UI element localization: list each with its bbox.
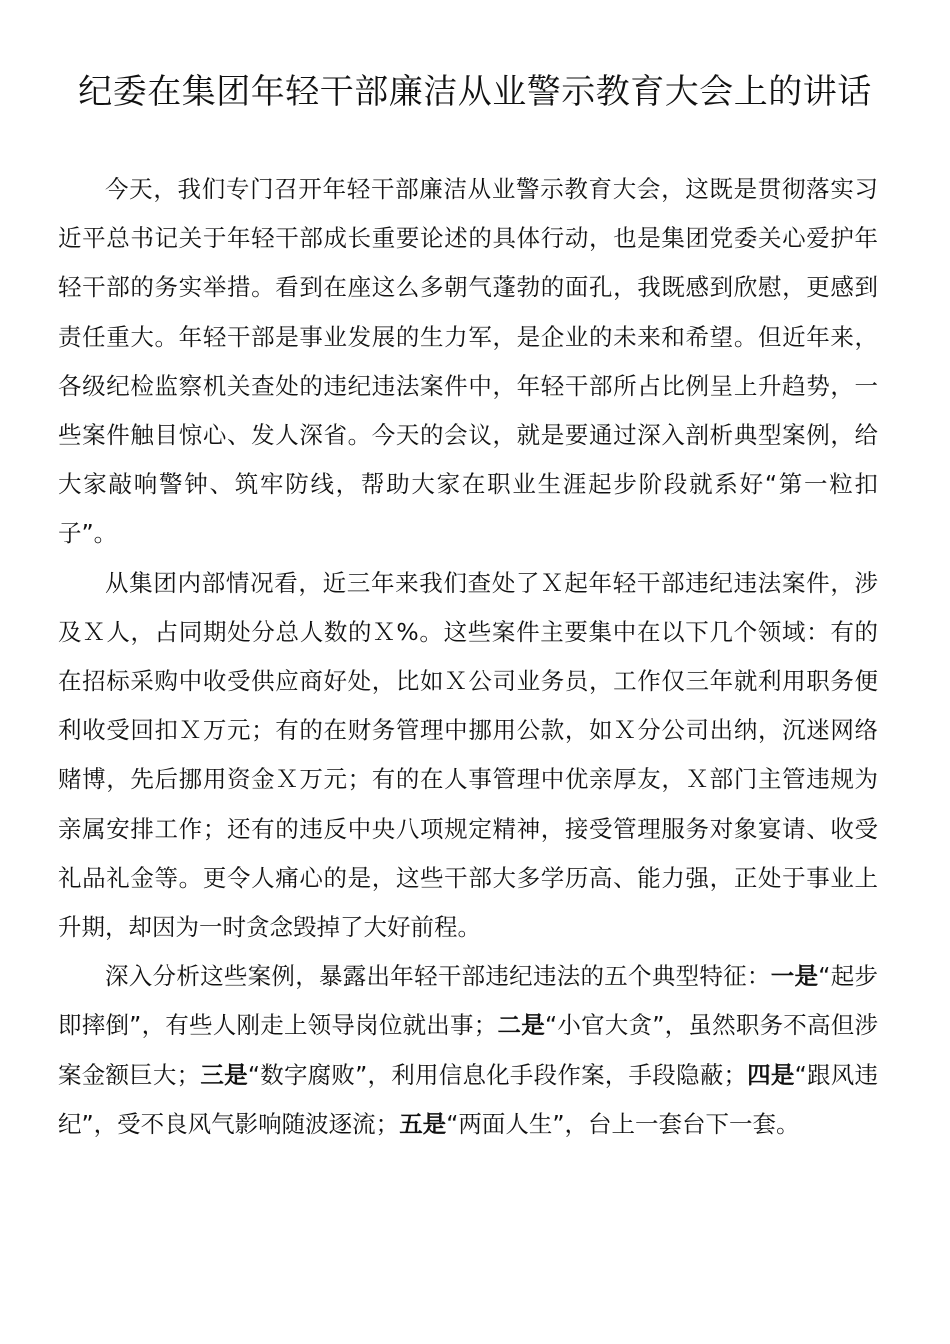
- feature-3-label: 三是: [200, 1060, 248, 1089]
- feature-4-text: “跟风违纪”，受不良风气影响随波逐流；: [58, 1060, 878, 1138]
- feature-1-label: 一是: [770, 962, 819, 991]
- document-title: 纪委在集团年轻干部廉洁从业警示教育大会上的讲话: [78, 72, 872, 112]
- features-intro: 深入分析这些案例，暴露出年轻干部违纪违法的五个典型特征：: [105, 962, 771, 991]
- paragraph-opening: 今天，我们专门召开年轻干部廉洁从业警示教育大会，这既是贯彻落实习近平总书记关于年轻干部成长重要论述的具体行动，也是集团党委关心爱护年轻干部的务实举措。看到在座这么多朝气蓬勃的面孔，我既感到欣慰，更感到责任重大。年轻干部是事业发展的生力军，是企业的未来和希望。但近年来，各级纪检监察机关查处的违纪违法案件中，年轻干部所占比例呈上升趋势，一些案件触目惊心、发人深省。今天的会议，就是要通过深入剖析典型案例，给大家敲响警钟、筑牢防线，帮助大家在职业生涯起步阶段就系好“第一粒扣子”。: [58, 175, 878, 548]
- feature-5-label: 五是: [399, 1109, 447, 1138]
- document-body: [58, 165, 878, 1149]
- feature-5-text: “两面人生”，台上一套台下一套。: [446, 1109, 800, 1138]
- feature-2-text: “小官大贪”，虽然职务不高但涉案金额巨大；: [58, 1011, 878, 1089]
- paragraph-features: [58, 952, 878, 1149]
- paragraph-cases: 从集团内部情况看，近三年来我们查处了Ｘ起年轻干部违纪违法案件，涉及Ｘ人，占同期处分总人数的Ｘ%。这些案件主要集中在以下几个领域：有的在招标采购中收受供应商好处，比如Ｘ公司业务员，工作仅三年就利用职务便利收受回扣Ｘ万元；有的在财务管理中挪用公款，如Ｘ分公司出纳，沉迷网络赌博，先后挪用资金Ｘ万元；有的在人事管理中优亲厚友，Ｘ部门主管违规为亲属安排工作；还有的违反中央八项规定精神，接受管理服务对象宴请、收受礼品礼金等。更令人痛心的是，这些干部大多学历高、能力强，正处于事业上升期，却因为一时贪念毁掉了大好前程。: [58, 568, 878, 942]
- feature-3-text: “数字腐败”，利用信息化手段作案，手段隐蔽；: [247, 1060, 747, 1089]
- feature-1-text: “起步即摔倒”，有些人刚走上领导岗位就出事；: [58, 962, 879, 1040]
- feature-2-label: 二是: [497, 1011, 545, 1040]
- feature-4-label: 四是: [746, 1060, 795, 1089]
